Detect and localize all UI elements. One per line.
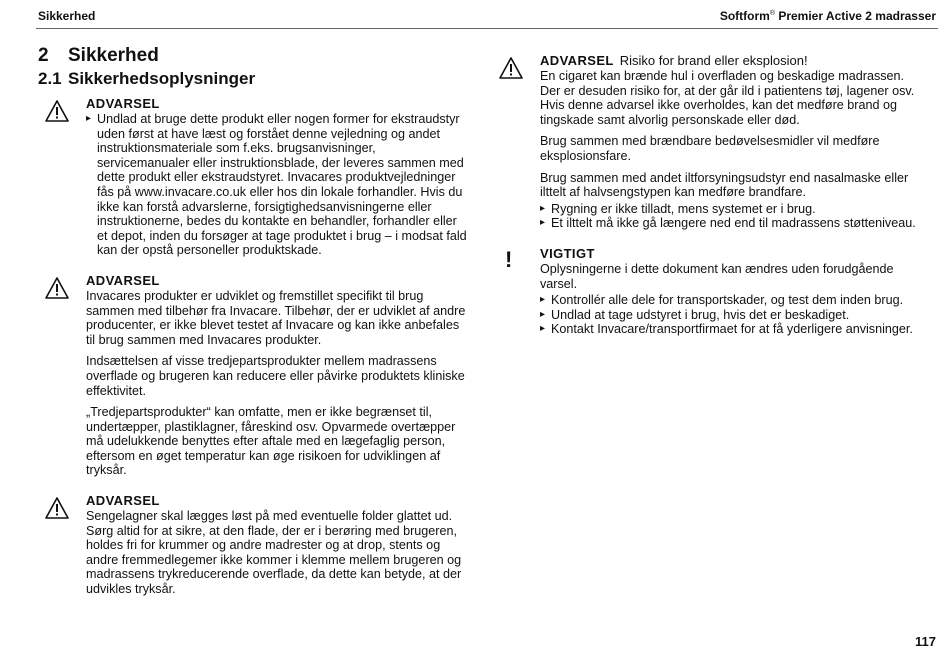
right-column <box>492 44 917 351</box>
warning-title-text: ADVARSEL <box>540 53 614 68</box>
fire-warning-block <box>492 52 917 231</box>
running-header-product <box>720 9 936 23</box>
important-bullet: ▸ Undlad at tage udstyret i brug, hvis det er beskadiget. <box>540 308 917 323</box>
registered-mark: ® <box>769 10 775 17</box>
warning-title: ADVARSEL <box>86 96 160 111</box>
warning-triangle-icon <box>44 276 70 300</box>
header-rule <box>36 28 938 29</box>
warning-triangle-icon <box>44 496 70 520</box>
section-heading <box>38 68 468 90</box>
important-block <box>492 245 917 337</box>
page-number: 117 <box>915 634 936 649</box>
important-list <box>540 293 917 337</box>
warning-triangle-icon <box>498 56 524 80</box>
chapter-number: 2 <box>38 45 49 66</box>
warning-block-2 <box>38 272 468 478</box>
warning-bullet: ▸ Undlad at bruge dette produkt eller nogen former for ekstraudstyr uden først at have læst og forstået denne vejledning og andet instruktionsmateriale som f.eks. brugsanvisninger, servicemanualer eller instruktionsblade, der leveres sammen med dette produkt eller ekstraudstyret. Invacares produktvejledninger fås på www.invacare.co.uk eller hos din lokale forhandler. Hvis du ikke kan forstå advarslerne, forsigtighedsanvisningerne eller instruktionerne, bedes du kontakte en behandler, forhandler eller et depot, inden du forsøger at tage produktet i brug – i modsat fald kan der opstå personeller produktskade. <box>86 112 468 258</box>
important-bullet: ▸ Kontakt Invacare/transportfirmaet for at få yderligere anvisninger. <box>540 322 917 337</box>
warning-paragraph: Brug sammen med andet iltforsyningsudstyr end nasalmaske eller ilttelt af halvsengstypen kan medføre brandfare. <box>540 170 909 200</box>
section-number: 2.1 <box>38 69 62 88</box>
exclamation-icon: ! <box>505 246 513 272</box>
chapter-title: Sikkerhed <box>68 45 159 66</box>
warning-title: ADVARSEL <box>86 272 160 288</box>
warning-subtitle: Risiko for brand eller eksplosion! <box>619 53 808 68</box>
warning-list <box>86 112 468 258</box>
warning-block-3 <box>38 492 468 597</box>
warning-title <box>540 52 917 69</box>
important-paragraph: Oplysningerne i dette dokument kan ændres uden forudgående varsel. <box>540 261 894 291</box>
warning-title: ADVARSEL <box>86 493 160 509</box>
warning-bullet: ▸ Rygning er ikke tilladt, mens systemet er i brug. <box>540 202 917 217</box>
product-name: Softform <box>719 9 770 23</box>
warning-paragraph: En cigaret kan brænde hul i overfladen og beskadige madrassen. Der er desuden risiko for, at der går ild i patientens tøj, lagener osv. Hvis denne advarsel ikke overholdes, kan det medføre brand og tingskade samt alvorlig personskade eller død. <box>540 69 915 127</box>
running-header-section: Sikkerhed <box>38 9 96 23</box>
important-title: VIGTIGT <box>540 245 595 261</box>
warning-list <box>540 202 917 231</box>
important-bullet: ▸ Kontrollér alle dele for transportskader, og test dem inden brug. <box>540 293 917 308</box>
warning-bullet: ▸ Et ilttelt må ikke gå længere ned end til madrassens støtteniveau. <box>540 216 917 231</box>
chapter-heading <box>38 44 468 68</box>
warning-paragraph: „Tredjepartsprodukter“ kan omfatte, men er ikke begrænset til, undertæpper, plastiklagner, fåreskind osv. Opvarmede overtæpper må udelukkende benyttes efter aftale med en lægefaglig person, eftersom en øget temperatur kan øge risikoen for udviklingen af tryksår. <box>86 405 456 478</box>
left-column <box>38 44 468 611</box>
warning-triangle-icon <box>44 99 70 123</box>
product-name-rest: Premier Active 2 madrasser <box>775 9 936 23</box>
warning-paragraph: Brug sammen med brændbare bedøvelsesmidler vil medføre eksplosionsfare. <box>540 134 880 163</box>
section-title: Sikkerhedsoplysninger <box>68 69 256 88</box>
warning-paragraph: Sengelagner skal lægges løst på med eventuelle folder glattet ud. Sørg altid for at sikre, at den flade, der er i berøring med brugeren, holdes fri for krummer og andre madrester og at drop, stents og andre fremmedlegemer ikke kommer i klemme mellem brugeren og madrassens trykreducerende overflade, da dette kan betyde, at der udvikles tryksår. <box>86 509 462 597</box>
warning-paragraph: Indsættelsen af visse tredjepartsprodukter mellem madrassens overflade og brugeren kan reducere eller påvirke produktets kliniske effektivitet. <box>86 354 465 398</box>
warning-block-1 <box>38 95 468 258</box>
warning-paragraph: Invacares produkter er udviklet og fremstillet specifikt til brug sammen med tilbehør fra Invacare. Tilbehør, der er udviklet af andre producenter, er ikke blevet testet af Invacare og kan ikke anbefales til brug sammen med Invacares produkter. <box>86 288 466 347</box>
